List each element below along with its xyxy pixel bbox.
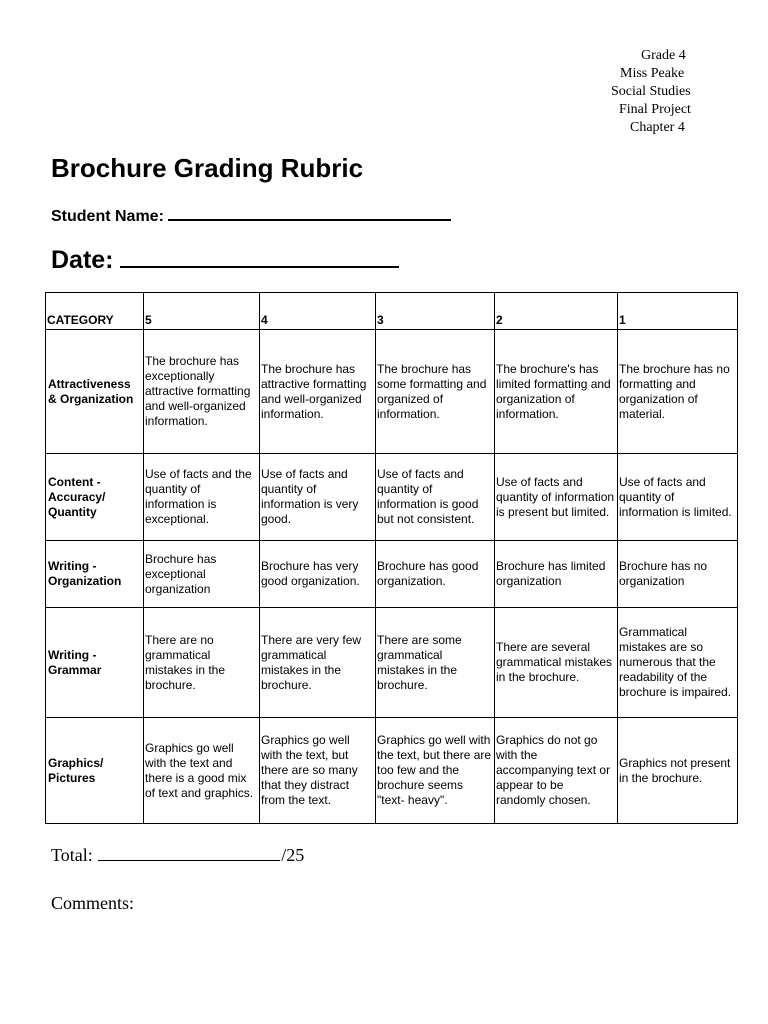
table-cell: Brochure has limited organization: [495, 541, 618, 608]
header-chapter: Chapter 4: [630, 120, 685, 135]
table-cell: Graphics go well with the text, but there are so many that they distract from the text.: [260, 718, 376, 824]
category-cell: Writing - Grammar: [46, 608, 144, 718]
document-header: [600, 47, 720, 137]
column-header-category: CATEGORY: [46, 293, 144, 330]
total-label: Total:: [51, 845, 93, 865]
student-name-field[interactable]: [168, 205, 451, 221]
table-cell: Grammatical mistakes are so numerous that the readability of the brochure is impaired.: [618, 608, 738, 718]
table-cell: Graphics not present in the brochure.: [618, 718, 738, 824]
column-header-2: 2: [495, 293, 618, 330]
rubric-table: [45, 292, 738, 824]
table-cell: The brochure's has limited formatting and organization of information.: [495, 330, 618, 454]
category-cell: Content - Accuracy/ Quantity: [46, 454, 144, 541]
table-cell: The brochure has some formatting and organized of information.: [376, 330, 495, 454]
table-cell: There are very few grammatical mistakes in the brochure.: [260, 608, 376, 718]
date-row: [51, 242, 399, 275]
comments-label: Comments:: [51, 893, 135, 913]
category-cell: Writing - Organization: [46, 541, 144, 608]
header-subject: Social Studies: [611, 84, 691, 99]
table-row: [46, 718, 738, 824]
column-header-3: 3: [376, 293, 495, 330]
table-cell: Use of facts and quantity of information is good but not consistent.: [376, 454, 495, 541]
table-cell: Graphics do not go with the accompanying text or appear to be randomly chosen.: [495, 718, 618, 824]
table-cell: Brochure has good organization.: [376, 541, 495, 608]
student-name-label: Student Name:: [51, 208, 164, 225]
student-name-row: [51, 205, 451, 226]
table-cell: Brochure has exceptional organization: [144, 541, 260, 608]
header-grade: Grade 4: [641, 48, 686, 63]
table-cell: Use of facts and quantity of information is very good.: [260, 454, 376, 541]
header-teacher: Miss Peake: [620, 66, 685, 81]
date-label: Date:: [51, 246, 114, 274]
table-cell: The brochure has attractive formatting and well-organized information.: [260, 330, 376, 454]
table-cell: There are no grammatical mistakes in the brochure.: [144, 608, 260, 718]
total-row: [51, 845, 304, 866]
category-cell: Attractiveness & Organization: [46, 330, 144, 454]
column-header-5: 5: [144, 293, 260, 330]
table-cell: Graphics go well with the text and there is a good mix of text and graphics.: [144, 718, 260, 824]
table-cell: There are some grammatical mistakes in the brochure.: [376, 608, 495, 718]
date-field[interactable]: [120, 242, 399, 268]
column-header-1: 1: [618, 293, 738, 330]
table-cell: Use of facts and quantity of information is limited.: [618, 454, 738, 541]
table-cell: The brochure has no formatting and organization of material.: [618, 330, 738, 454]
table-cell: Graphics go well with the text, but there are too few and the brochure seems "text- heavy".: [376, 718, 495, 824]
header-assignment: Final Project: [619, 102, 691, 117]
table-cell: There are several grammatical mistakes in the brochure.: [495, 608, 618, 718]
total-score-field[interactable]: [98, 846, 280, 861]
column-header-4: 4: [260, 293, 376, 330]
table-cell: The brochure has exceptionally attractive formatting and well-organized information.: [144, 330, 260, 454]
total-max-score: /25: [281, 845, 305, 865]
table-row: [46, 330, 738, 454]
table-row: [46, 541, 738, 608]
table-row: [46, 608, 738, 718]
table-cell: Brochure has no organization: [618, 541, 738, 608]
table-cell: Use of facts and the quantity of information is exceptional.: [144, 454, 260, 541]
table-header-row: [46, 293, 738, 330]
table-cell: Use of facts and quantity of information is present but limited.: [495, 454, 618, 541]
table-cell: Brochure has very good organization.: [260, 541, 376, 608]
table-row: [46, 454, 738, 541]
page-title: Brochure Grading Rubric: [51, 153, 364, 183]
category-cell: Graphics/ Pictures: [46, 718, 144, 824]
